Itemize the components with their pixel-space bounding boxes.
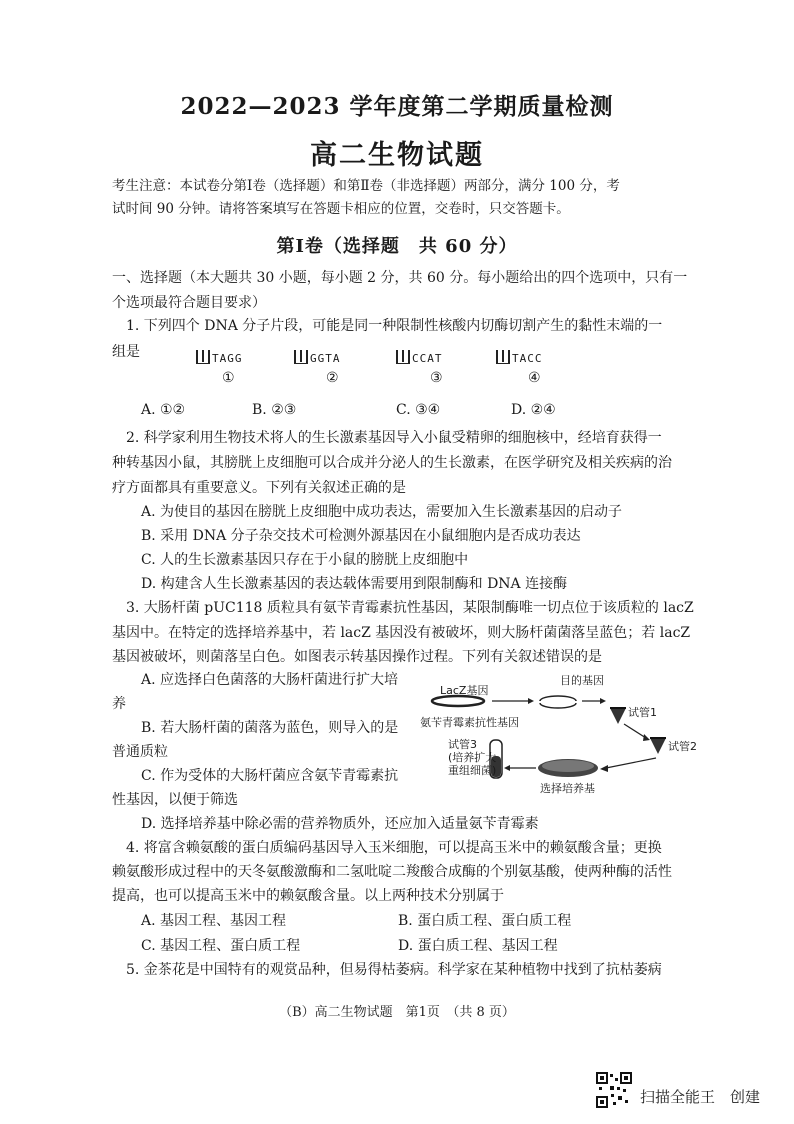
q3-option-a-line-2: 养	[112, 696, 126, 712]
exam-notice	[112, 175, 702, 221]
fragment-number-1: ①	[222, 370, 235, 386]
dna-fragment-4	[496, 350, 543, 365]
fragment-sequence: CCAT	[412, 352, 443, 365]
q4-option-d: D. 蛋白质工程、基因工程	[398, 938, 558, 954]
tube-1-icon	[610, 708, 626, 724]
q1-option-c: C. ③④	[396, 402, 441, 418]
dna-fragment-3	[396, 350, 443, 365]
arrowhead-2	[600, 698, 606, 704]
fragment-sequence: GGTA	[310, 352, 341, 365]
q4-option-c: C. 基因工程、蛋白质工程	[141, 938, 301, 954]
arrowhead-4	[600, 765, 608, 772]
q4-option-a: A. 基因工程、基因工程	[141, 913, 287, 929]
section-title: 第Ⅰ卷（选择题 共 60 分）	[276, 236, 518, 257]
tube-2-label: 试管2	[668, 740, 697, 753]
q2-option-c: C. 人的生长激素基因只存在于小鼠的膀胱上皮细胞中	[141, 552, 469, 568]
notice-line-2: 试时间 90 分钟。请将答案填写在答题卡相应的位置，交卷时，只交答题卡。	[112, 201, 570, 217]
exam-title: 2022—2023 学年度第二学期质量检测	[180, 93, 614, 120]
fragment-number-4: ④	[528, 370, 541, 386]
arrowhead-5	[504, 765, 510, 771]
q4-option-b: B. 蛋白质工程、蛋白质工程	[398, 913, 572, 929]
q3-stem-line-2: 基因中。在特定的选择培养基中，若 lacZ 基因没有被破坏，则大肠杆菌菌落呈蓝色；若 lacZ	[112, 625, 691, 641]
q2-option-b: B. 采用 DNA 分子杂交技术可检测外源基因在小鼠细胞内是否成功表达	[141, 528, 581, 544]
q3-option-a-line-1: A. 应选择白色菌落的大肠杆菌进行扩大培	[141, 672, 399, 688]
q3-option-b-line-1: B. 若大肠杆菌的菌落为蓝色，则导入的是	[141, 720, 399, 736]
arrowhead-1	[528, 698, 534, 704]
dna-fragment-2	[294, 350, 341, 365]
sticky-end-icon	[196, 350, 210, 364]
page-footer: （B）高二生物试题 第1页 （共 8 页）	[279, 1005, 515, 1020]
scanner-watermark: 扫描全能王 创建	[640, 1088, 761, 1106]
sticky-end-icon	[396, 350, 410, 364]
q3-option-c-line-1: C. 作为受体的大肠杆菌应含氨苄青霉素抗	[141, 768, 399, 784]
q2-option-d: D. 构建含人生长激素基因的表达载体需要用到限制酶和 DNA 连接酶	[141, 576, 568, 592]
q1-stem-line-1: 1. 下列四个 DNA 分子片段，可能是同一种限制性核酸内切酶切割产生的黏性末端的一	[126, 318, 663, 334]
cut-plasmid-icon	[540, 696, 576, 701]
q4-stem-line-3: 提高，也可以提高玉米中的赖氨酸含量。以上两种技术分别属于	[112, 888, 504, 904]
tube-3-label-line-1: 试管3	[448, 738, 477, 751]
q2-option-a: A. 为使目的基因在膀胱上皮细胞中成功表达，需要加入生长激素基因的启动子	[141, 504, 623, 520]
sticky-end-icon	[294, 350, 308, 364]
q5-stem-line-1: 5. 金茶花是中国特有的观赏品种，但易得枯萎病。科学家在某种植物中找到了抗枯萎病	[126, 962, 662, 978]
lacz-gene-label: LacZ基因	[440, 684, 489, 697]
tube-2-icon	[650, 738, 666, 754]
section-intro	[112, 266, 704, 315]
q4-stem-line-2: 赖氨酸形成过程中的天冬氨酸激酶和二氢吡啶二羧酸合成酶的个别氨基酸，使两种酶的活性	[112, 864, 672, 880]
q3-option-d: D. 选择培养基中除必需的营养物质外，还应加入适量氨苄青霉素	[141, 816, 539, 832]
tube-3-label	[448, 738, 496, 777]
q4-stem-line-1: 4. 将富含赖氨酸的蛋白质编码基因导入玉米细胞，可以提高玉米中的赖氨酸含量；更换	[126, 840, 662, 856]
dna-fragment-1	[196, 350, 243, 365]
q2-stem-line-3: 疗方面都具有重要意义。下列有关叙述正确的是	[112, 480, 406, 496]
fragment-sequence: TAGG	[212, 352, 243, 365]
tube-1-label: 试管1	[628, 706, 657, 719]
q3-option-c-line-2: 性基因，以便于筛选	[112, 792, 238, 808]
subject-title: 高二生物试题	[310, 140, 484, 171]
amp-resistance-label: 氨苄青霉素抗性基因	[420, 716, 519, 729]
fragment-number-3: ③	[430, 370, 443, 386]
selection-medium-label: 选择培养基	[540, 782, 595, 795]
q1-option-d: D. ②④	[511, 402, 556, 418]
q1-option-a: A. ①②	[141, 402, 186, 418]
plasmid-diagram	[410, 668, 710, 798]
notice-line-1: 考生注意：本试卷分第Ⅰ卷（选择题）和第Ⅱ卷（非选择题）两部分，满分 100 分，考	[112, 178, 620, 194]
tube-3-label-line-3: 重组细菌)	[448, 764, 497, 777]
q1-option-b: B. ②③	[252, 402, 297, 418]
fragment-sequence: TACC	[512, 352, 543, 365]
q3-option-b-line-2: 普通质粒	[112, 744, 168, 760]
q2-stem-line-1: 2. 科学家利用生物技术将人的生长激素基因导入小鼠受精卵的细胞核中，经培育获得一	[126, 430, 662, 446]
intro-line-1: 一、选择题（本大题共 30 小题，每小题 2 分，共 60 分。每小题给出的四个选项中，只有一	[112, 270, 688, 286]
arrowhead-3	[643, 734, 650, 741]
q3-stem-line-3: 基因被破坏，则菌落呈白色。如图表示转基因操作过程。下列有关叙述错误的是	[112, 649, 602, 665]
q2-stem-line-2: 种转基因小鼠，其膀胱上皮细胞可以合成并分泌人的生长激素，在医学研究及相关疾病的治	[112, 455, 672, 471]
fragment-number-2: ②	[326, 370, 339, 386]
qr-code-icon	[596, 1072, 632, 1108]
q3-stem-line-1: 3. 大肠杆菌 pUC118 质粒具有氨苄青霉素抗性基因，某限制酶唯一切点位于该质粒的 lacZ	[126, 600, 694, 616]
q1-stem-line-2: 组是	[112, 344, 140, 360]
intro-line-2: 个选项最符合题目要求）	[112, 294, 266, 311]
tube-3-label-line-2: (培养扩大	[448, 751, 497, 764]
target-gene-label: 目的基因	[560, 674, 604, 687]
sticky-end-icon	[496, 350, 510, 364]
